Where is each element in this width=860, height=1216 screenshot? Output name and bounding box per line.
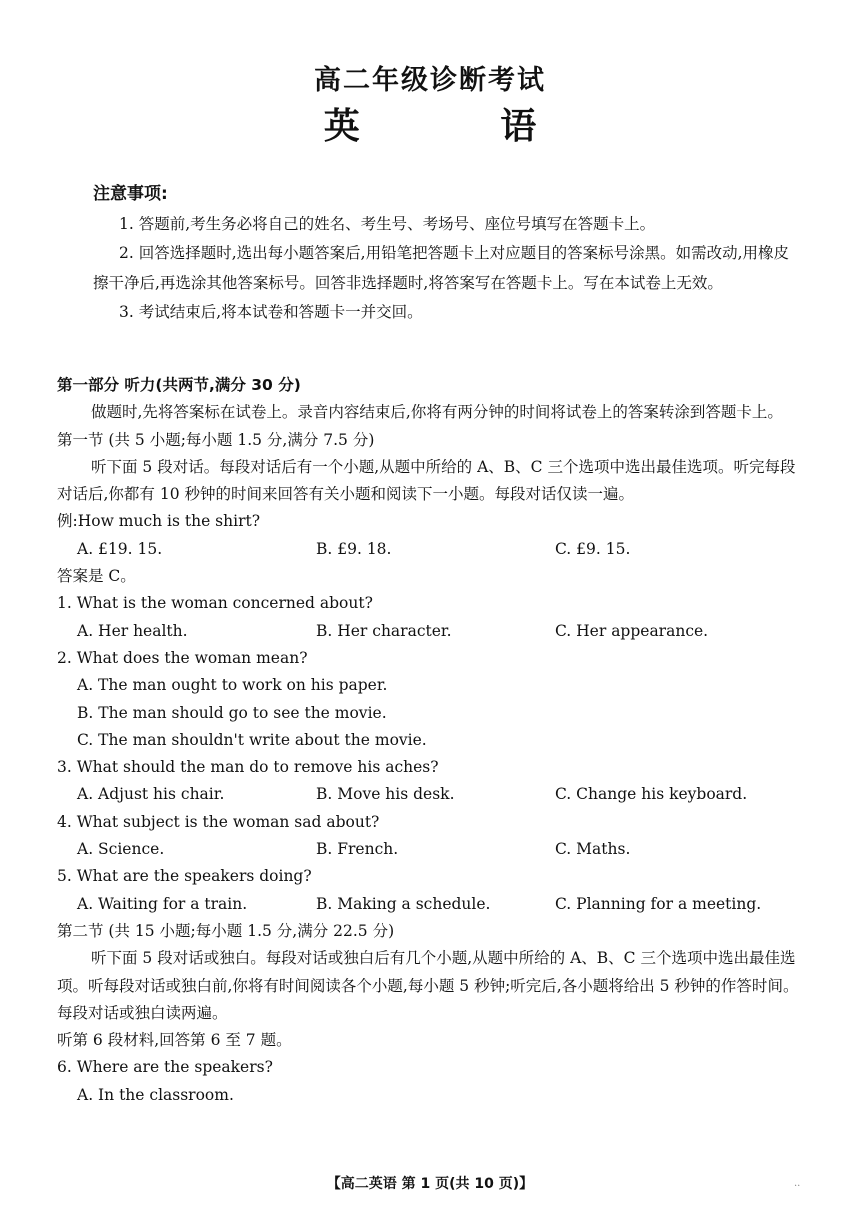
option-b: B. Move his desk. (316, 785, 455, 804)
page-footer: 【高二英语 第 1 页(共 10 页)】 (326, 1176, 534, 1192)
part1-intro: 做题时,先将答案标在试卷上。录音内容结束后,你将有两分钟的时间将试卷上的答案转涂到答题卡上。 (91, 403, 783, 422)
example-question: 例:How much is the shirt? (57, 512, 261, 531)
option-a: A. £19. 15. (77, 539, 163, 558)
question-3-options (57, 781, 807, 808)
option-b: B. £9. 18. (316, 539, 392, 558)
question-4: 4. What subject is the woman sad about? (57, 812, 380, 831)
option-a: A. Waiting for a train. (77, 894, 248, 913)
option-c: C. Change his keyboard. (555, 785, 748, 804)
question-3: 3. What should the man do to remove his aches? (57, 758, 439, 777)
notice-title: 注意事项: (93, 184, 168, 204)
option-a: A. Adjust his chair. (77, 785, 225, 804)
listening-part (57, 372, 807, 1109)
question-2: 2. What does the woman mean? (57, 648, 308, 667)
option-c: C. Maths. (555, 840, 631, 859)
exam-title: 高二年级诊断考试 (314, 65, 546, 96)
subject-title: 英 语 (323, 106, 601, 147)
option-c: C. £9. 15. (555, 539, 631, 558)
section1-intro: 听下面 5 段对话。每段对话后有一个小题,从题中所给的 A、B、C 三个选项中选出最佳选项。听完每段对话后,你都有 10 秒钟的时间来回答有关小题和阅读下一小题。每段对话仅读一遍。 (57, 457, 796, 504)
notice-block (93, 180, 793, 328)
option-b: B. Her character. (316, 621, 452, 640)
part1-heading: 第一部分 听力(共两节,满分 30 分) (57, 376, 301, 394)
notice-item-1: 1. 答题前,考生务必将自己的姓名、考生号、考场号、座位号填写在答题卡上。 (119, 214, 656, 233)
question-4-options (57, 836, 807, 863)
option-c: C. The man shouldn't write about the movie. (77, 730, 427, 749)
example-answer: 答案是 C。 (57, 567, 136, 586)
option-c: C. Planning for a meeting. (555, 894, 762, 913)
option-a: A. In the classroom. (77, 1085, 234, 1104)
question-1-options (57, 618, 807, 645)
option-c: C. Her appearance. (555, 621, 709, 640)
example-options (57, 536, 807, 563)
option-a: A. Her health. (77, 621, 188, 640)
footer-mark: .. (794, 1178, 801, 1189)
question-1: 1. What is the woman concerned about? (57, 594, 373, 613)
question-6: 6. Where are the speakers? (57, 1058, 273, 1077)
option-b: B. French. (316, 840, 399, 859)
section2-heading: 第二节 (共 15 小题;每小题 1.5 分,满分 22.5 分) (57, 921, 395, 940)
option-b: B. Making a schedule. (316, 894, 491, 913)
section2-intro: 听下面 5 段对话或独白。每段对话或独白后有几个小题,从题中所给的 A、B、C 三个选项中选出最佳选项。听每段对话或独白前,你将有时间阅读各个小题,每小题 5 秒钟;听完后,各小题将给出 5 秒钟的作答时间。每段对话或独白读两遍。 (57, 949, 799, 1022)
notice-item-3: 3. 考试结束后,将本试卷和答题卡一并交回。 (119, 303, 423, 321)
option-a: A. Science. (77, 840, 165, 859)
option-a: A. The man ought to work on his paper. (77, 676, 388, 695)
notice-item-2: 2. 回答选择题时,选出每小题答案后,用铅笔把答题卡上对应题目的答案标号涂黑。如需改动,用橡皮擦干净后,再选涂其他答案标号。回答非选择题时,将答案写在答题卡上。写在本试卷上无效。 (93, 244, 789, 292)
option-b: B. The man should go to see the movie. (77, 703, 387, 722)
section1-heading: 第一节 (共 5 小题;每小题 1.5 分,满分 7.5 分) (57, 430, 375, 449)
material-6-note: 听第 6 段材料,回答第 6 至 7 题。 (57, 1031, 292, 1050)
question-5-options (57, 891, 807, 918)
question-5: 5. What are the speakers doing? (57, 867, 312, 886)
